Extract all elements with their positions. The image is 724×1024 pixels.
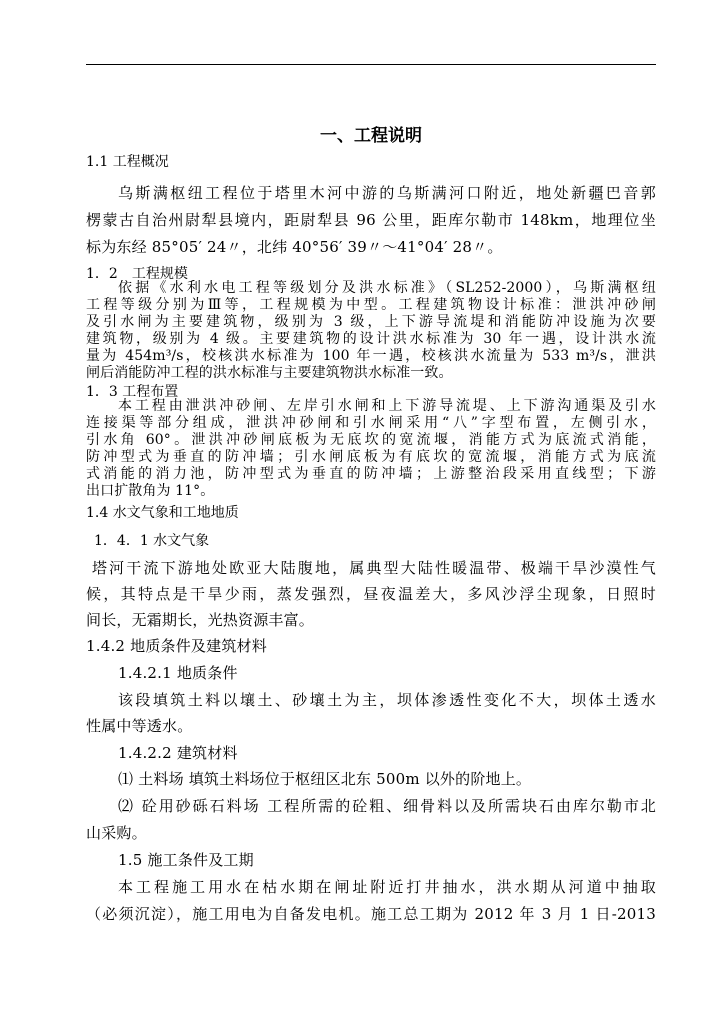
s3-line-1: 本工程由泄洪冲砂闸、左岸引水闸和上下游导流堤、上下游沟通渠及引水	[118, 398, 656, 414]
s2-line-4: 建筑物，级别为 4 级。主要建筑物的设计洪水标准为 30 年一遇，设计洪水流	[86, 331, 656, 347]
s2-line-5: 量为 454m³/s，校核洪水标准为 100 年一遇，校核洪水流量为 533 m³/s，泄洪	[86, 348, 656, 364]
s1-line-2: 楞蒙古自治州尉犁县境内，距尉犁县 96 公里，距库尔勒市 148km，地理位坐	[86, 211, 656, 229]
section-1-4-2-2-heading: 1.4.2.2 建筑材料	[118, 744, 238, 762]
section-1-4-heading: 1.4 水文气象和工地地质	[86, 505, 239, 521]
s1-line-3: 标为东经 85°05′ 24〃，北纬 40°56′ 39〃～41°04′ 28〃。	[86, 238, 503, 256]
s1-line-1: 乌斯满枢纽工程位于塔里木河中游的乌斯满河口附近，地处新疆巴音郭	[118, 184, 656, 202]
s3-line-4: 防冲型式为垂直的防冲墙；引水闸底板为有底坎的宽流堰，消能方式为底流	[86, 449, 656, 465]
s5-line-2: （必须沉淀），施工用电为自备发电机。施工总工期为 2012 年 3 月 1 日-2013	[86, 905, 656, 923]
s422-item-2-line-1: ⑵ 砼用砂砾石料场 工程所需的砼粗、细骨料以及所需块石由库尔勒市北	[118, 797, 656, 815]
section-1-4-1-heading: 1．4．1 水文气象	[94, 533, 210, 549]
s421-line-2: 性属中等透水。	[86, 717, 193, 735]
s41-line-3: 间长，无霜期长，光热资源丰富。	[86, 611, 315, 629]
section-1-1-heading: 1.1 工程概况	[86, 154, 169, 170]
section-1-4-2-1-heading: 1.4.2.1 地质条件	[118, 664, 238, 682]
s2-line-3: 及引水闸为主要建筑物，级别为 3 级，上下游导流堤和消能防冲设施为次要	[86, 314, 656, 330]
s2-line-6: 闸后消能防冲工程的洪水标准与主要建筑物洪水标准一致。	[86, 365, 453, 381]
s422-item-2-line-2: 山采购。	[86, 824, 147, 842]
s41-line-2: 候，其特点是干旱少雨，蒸发强烈，昼夜温差大，多风沙浮尘现象，日照时	[86, 585, 656, 603]
s422-item-1: ⑴ 土料场 填筑土料场位于枢纽区北东 500m 以外的阶地上。	[118, 770, 532, 788]
page-title: 一、工程说明	[320, 126, 422, 146]
s2-line-1: 依据《水利水电工程等级划分及洪水标准》（SL252-2000），乌斯满枢纽	[118, 280, 656, 296]
header-rule	[86, 64, 656, 65]
s3-line-2: 连接渠等部分组成，泄洪冲砂闸和引水闸采用“八”字型布置，左侧引水，	[86, 415, 656, 431]
s5-line-1: 本工程施工用水在枯水期在闸址附近打井抽水，洪水期从河道中抽取	[118, 878, 656, 896]
s3-line-5: 式消能的消力池，防冲型式为垂直的防冲墙；上游整治段采用直线型；下游	[86, 466, 656, 482]
s3-line-3: 引水角 60°。泄洪冲砂闸底板为无底坎的宽流堰，消能方式为底流式消能，	[86, 432, 656, 448]
s41-line-1: 塔河干流下游地处欧亚大陆腹地，属典型大陆性暖温带、极端干旱沙漠性气	[92, 559, 656, 577]
s3-line-6: 出口扩散角为 11°。	[86, 483, 215, 499]
section-1-5-heading: 1.5 施工条件及工期	[118, 851, 254, 869]
s2-line-2: 工程等级分别为Ⅲ等，工程规模为中型。工程建筑物设计标准：泄洪冲砂闸	[86, 297, 656, 313]
section-1-3-heading: 1．3 工程布置	[86, 384, 179, 400]
s421-line-1: 该段填筑土料以壤土、砂壤土为主，坝体渗透性变化不大，坝体土透水	[118, 691, 656, 709]
section-1-4-2-heading: 1.4.2 地质条件及建筑材料	[86, 637, 267, 655]
section-1-2-heading: 1．2 工程规模	[86, 266, 188, 282]
